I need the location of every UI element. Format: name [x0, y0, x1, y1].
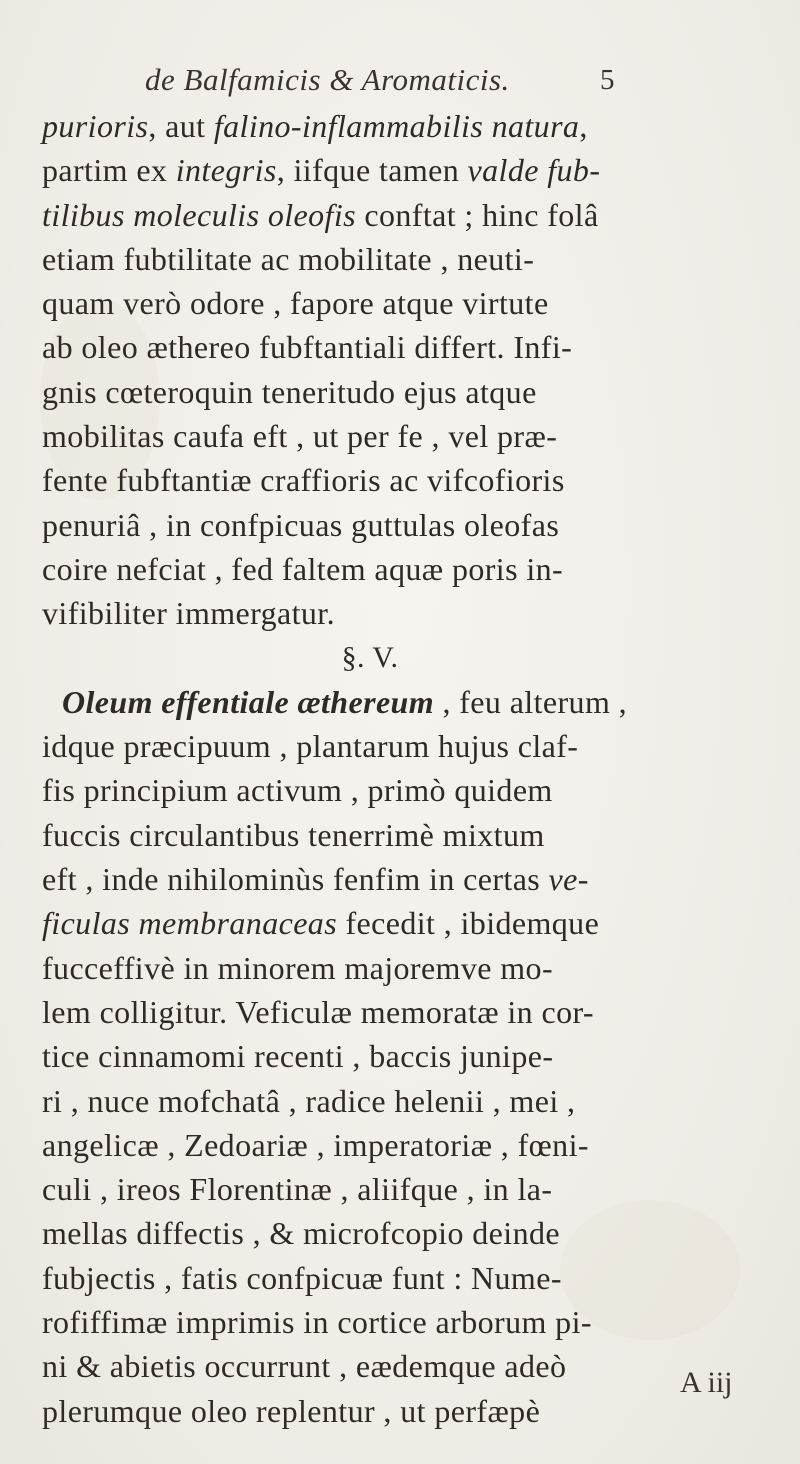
text-line	[42, 1256, 762, 1300]
text-line	[42, 857, 762, 901]
text-segment: eft , inde nihilominùs fenfim in certas	[42, 861, 549, 898]
text-line	[42, 724, 762, 768]
text-line	[42, 547, 762, 591]
italic-phrase: integris	[175, 152, 277, 189]
text-segment: ri , nuce mofchatâ , radice helenii , mei ,	[42, 1082, 576, 1119]
italic-phrase: falino-inflammabilis natura	[213, 108, 580, 144]
text-segment: idque præcipuum , plantarum hujus claf-	[42, 728, 579, 765]
italic-phrase: ve-	[548, 861, 589, 898]
text-line	[42, 990, 762, 1034]
text-segment: vifibiliter immergatur.	[42, 595, 335, 632]
text-line	[42, 503, 762, 547]
text-line	[42, 768, 762, 812]
text-segment: , aut	[148, 108, 214, 144]
text-segment: penuriâ , in confpicuas guttulas oleofas	[42, 506, 560, 543]
text-segment: rofiffimæ imprimis in cortice arborum pi-	[42, 1304, 592, 1341]
text-line	[42, 148, 762, 192]
text-line	[42, 946, 762, 990]
text-segment: mellas diffectis , & microfcopio deinde	[42, 1215, 560, 1252]
running-header	[145, 62, 615, 102]
text-segment: gnis cœteroquin teneritudo ejus atque	[42, 373, 537, 410]
text-segment: ,	[579, 108, 588, 144]
signature-mark: A iij	[680, 1366, 733, 1399]
text-segment: , feu alterum ,	[434, 683, 628, 720]
text-segment: lem colligitur. Veficulæ memoratæ in cor-	[42, 993, 594, 1030]
text-segment: angelicæ , Zedoariæ , imperatoriæ , fœni-	[42, 1126, 589, 1163]
text-segment: fuccis circulantibus tenerrimè mixtum	[42, 816, 545, 853]
text-line	[42, 1079, 762, 1123]
text-segment: coire nefciat , fed faltem aquæ poris in-	[42, 550, 564, 587]
text-line	[42, 237, 762, 281]
section-heading	[42, 636, 762, 680]
text-segment: fubjectis , fatis confpicuæ funt : Nume-	[42, 1259, 562, 1296]
text-segment: fente fubftantiæ craffioris ac vifcofioris	[42, 462, 565, 499]
text-line	[42, 1300, 762, 1344]
text-segment: fucceffivè in minorem majoremve mo-	[42, 949, 553, 986]
text-line	[42, 813, 762, 857]
italic-phrase: tilibus moleculis oleofis	[42, 196, 356, 233]
text-line	[42, 1123, 762, 1167]
text-segment: quam verò odore , fapore atque virtute	[42, 285, 549, 322]
text-line	[42, 901, 762, 945]
body-text	[42, 104, 762, 1433]
text-segment: mobilitas caufa eft , ut per fe , vel præ-	[42, 418, 558, 455]
text-segment: §. V.	[341, 640, 399, 674]
text-segment: ni & abietis occurrunt , eædemque adeò	[42, 1348, 567, 1385]
italic-phrase: ficulas membranaceas	[42, 905, 338, 942]
text-line	[42, 414, 762, 458]
text-segment: fecedit , ibidemque	[337, 905, 600, 942]
text-segment: fis principium activum , primò quidem	[42, 772, 553, 809]
italic-phrase: purioris	[42, 108, 149, 144]
text-segment: plerumque oleo replentur , ut perfæpè	[42, 1392, 541, 1429]
text-segment: culi , ireos Florentinæ , aliifque , in la-	[42, 1171, 553, 1208]
text-line	[42, 1034, 762, 1078]
bold-italic-term: Oleum effentiale æthereum	[62, 683, 435, 720]
text-line	[42, 1211, 762, 1255]
text-line	[42, 458, 762, 502]
text-segment: tice cinnamomi recenti , baccis junipe-	[42, 1038, 554, 1075]
text-line	[42, 680, 762, 724]
text-line	[42, 281, 762, 325]
text-line	[42, 370, 762, 414]
italic-phrase: valde fub-	[467, 152, 601, 189]
text-line	[42, 1344, 762, 1388]
text-segment: etiam fubtilitate ac mobilitate , neuti-	[42, 240, 535, 277]
text-line	[42, 591, 762, 635]
text-line	[42, 325, 762, 369]
text-line	[42, 104, 762, 148]
text-segment: ab oleo æthereo fubftantiali differt. Infi-	[42, 329, 573, 366]
text-segment: conftat ; hinc folâ	[355, 196, 599, 233]
running-title: de Balfamicis & Aromaticis.	[145, 62, 510, 97]
text-line	[42, 1389, 762, 1433]
text-segment: , iifque tamen	[276, 152, 468, 189]
text-line	[42, 1167, 762, 1211]
text-line	[42, 193, 762, 237]
text-segment: partim ex	[42, 152, 176, 189]
page-number: 5	[600, 64, 615, 96]
